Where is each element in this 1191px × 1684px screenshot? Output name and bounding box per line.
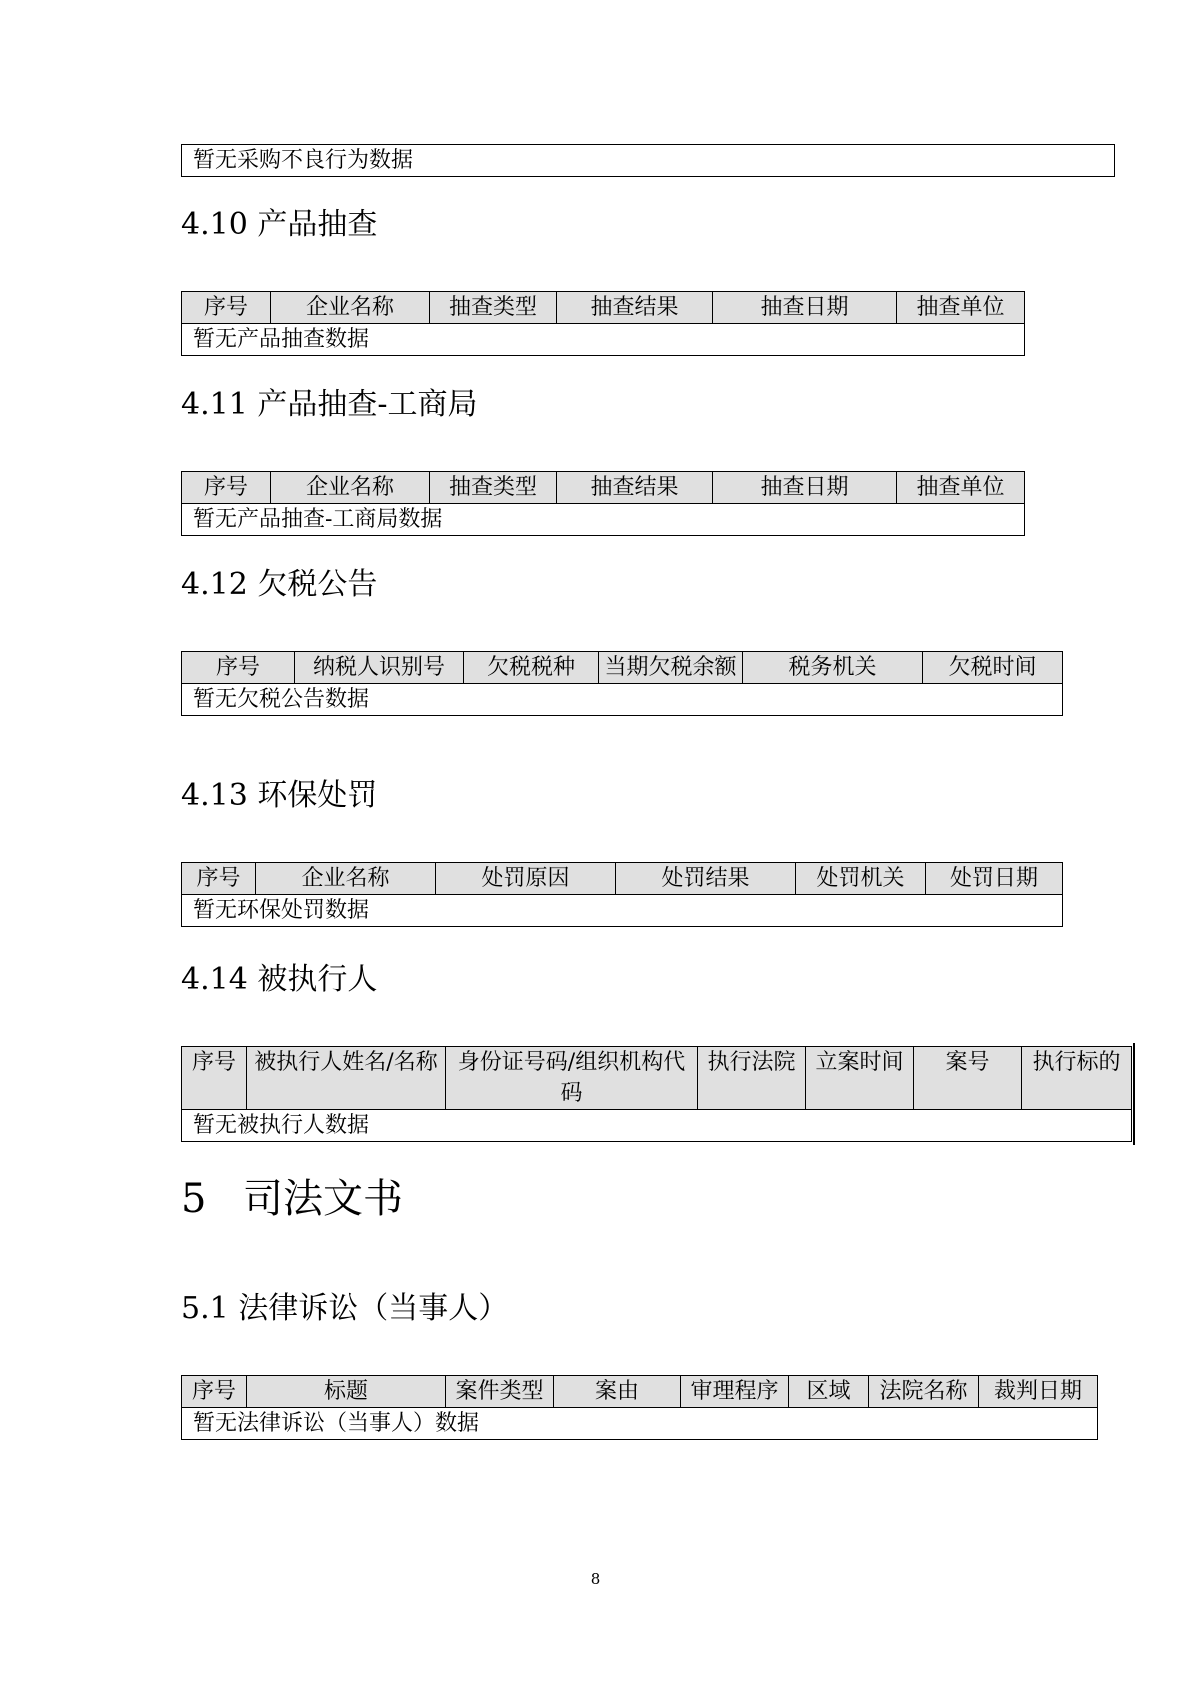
column-header: 抽查结果 — [557, 292, 713, 324]
column-header: 当期欠税余额 — [599, 652, 743, 684]
column-header: 立案时间 — [806, 1047, 914, 1110]
column-header: 抽查类型 — [430, 472, 557, 504]
section-heading-4-11: 4.11 产品抽查-工商局 — [181, 387, 478, 422]
column-header: 抽查结果 — [557, 472, 713, 504]
column-header: 纳税人识别号 — [295, 652, 464, 684]
column-header: 序号 — [182, 1047, 247, 1110]
column-header: 企业名称 — [256, 863, 436, 895]
empty-row: 暂无法律诉讼（当事人）数据 — [182, 1408, 1098, 1440]
empty-row: 暂无产品抽查数据 — [182, 324, 1025, 356]
chapter-heading-5 — [181, 1174, 403, 1224]
column-header: 抽查日期 — [713, 472, 897, 504]
column-header: 案由 — [554, 1376, 681, 1408]
empty-row: 暂无环保处罚数据 — [182, 895, 1063, 927]
page-number: 8 — [590, 1570, 601, 1588]
tax-arrears-table — [181, 651, 1063, 716]
judgment-debtor-table — [181, 1046, 1132, 1142]
section-heading-4-10: 4.10 产品抽查 — [181, 207, 378, 242]
column-header: 处罚结果 — [616, 863, 796, 895]
column-header: 企业名称 — [271, 292, 430, 324]
empty-row: 暂无产品抽查-工商局数据 — [182, 504, 1025, 536]
column-header: 执行标的 — [1022, 1047, 1132, 1110]
column-header: 序号 — [182, 863, 256, 895]
section-heading-4-13: 4.13 环保处罚 — [181, 778, 378, 813]
column-header: 处罚原因 — [436, 863, 616, 895]
column-header: 法院名称 — [869, 1376, 979, 1408]
column-header: 抽查类型 — [430, 292, 557, 324]
column-header: 税务机关 — [743, 652, 923, 684]
column-header: 执行法院 — [698, 1047, 806, 1110]
column-header: 身份证号码/组织机构代码 — [446, 1047, 698, 1110]
column-header: 裁判日期 — [979, 1376, 1098, 1408]
section-heading-5-1: 5.1 法律诉讼（当事人） — [181, 1291, 509, 1326]
column-header: 审理程序 — [681, 1376, 789, 1408]
empty-row: 暂无欠税公告数据 — [182, 684, 1063, 716]
empty-row: 暂无采购不良行为数据 — [182, 145, 1115, 177]
column-header: 处罚日期 — [926, 863, 1063, 895]
column-header: 序号 — [182, 652, 295, 684]
column-header: 案号 — [914, 1047, 1022, 1110]
chapter-title: 司法文书 — [243, 1176, 403, 1222]
column-header: 抽查单位 — [897, 472, 1025, 504]
column-header: 抽查日期 — [713, 292, 897, 324]
column-header: 标题 — [247, 1376, 446, 1408]
column-header: 被执行人姓名/名称 — [247, 1047, 446, 1110]
section-heading-4-14: 4.14 被执行人 — [181, 962, 378, 997]
product-inspection-table — [181, 291, 1025, 356]
litigation-table — [181, 1375, 1098, 1440]
environmental-penalty-table — [181, 862, 1063, 927]
procurement-misconduct-table — [181, 144, 1115, 177]
column-header: 抽查单位 — [897, 292, 1025, 324]
column-header: 区域 — [789, 1376, 869, 1408]
column-header: 序号 — [182, 1376, 247, 1408]
column-header: 序号 — [182, 472, 271, 504]
section-heading-4-12: 4.12 欠税公告 — [181, 567, 378, 602]
table-edge-line — [1133, 1043, 1135, 1145]
column-header: 案件类型 — [446, 1376, 554, 1408]
product-inspection-aic-table — [181, 471, 1025, 536]
column-header: 序号 — [182, 292, 271, 324]
column-header: 欠税时间 — [923, 652, 1063, 684]
chapter-number: 5 — [181, 1176, 207, 1222]
empty-row: 暂无被执行人数据 — [182, 1110, 1132, 1142]
column-header: 处罚机关 — [796, 863, 926, 895]
column-header: 欠税税种 — [464, 652, 599, 684]
column-header: 企业名称 — [271, 472, 430, 504]
